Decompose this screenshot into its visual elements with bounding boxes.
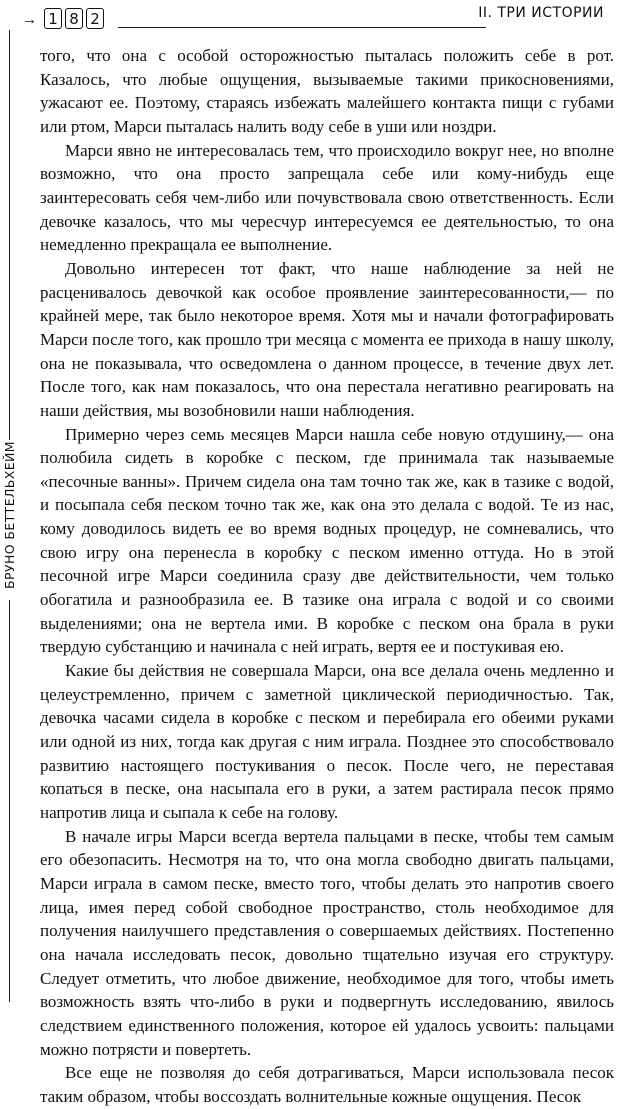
paragraph-5: Какие бы действия не совершала Марси, она все делала очень медленно и целеустремленно, причем с заметной циклической периодичностью. Так, девочка часами сидела в коробке с песком и перебирала его обеими руками или одной из них, тогда как другая с ним играла. Позднее это способствовало развитию настоящего постукивания о песок. После чего, не переставая копаться в песке, она насыпала его в руки, а затем растирала песок прямо напротив лица и сыпала к себе на голову. bbox=[40, 661, 614, 822]
page-header bbox=[0, 0, 620, 40]
page-number-digit: 8 bbox=[65, 8, 83, 29]
side-rule-top bbox=[9, 30, 10, 440]
paragraph-3: Довольно интересен тот факт, что наше наблюдение за ней не расценивалось девочкой как особое проявление заинтересованности,— по крайней мере, так было некоторое время. Хотя мы и начали фотографировать Марси после того, как прошло три месяца с момента ее прихода в нашу школу, она не показывала, что осведомлена о данном процессе, в течение двух лет. После того, как нам показалось, что она перестала негативно реагировать на наши действия, мы возобновили наши наблюдения. bbox=[40, 258, 614, 420]
header-rule bbox=[118, 27, 486, 28]
running-head: II. ТРИ ИСТОРИИ bbox=[478, 5, 604, 21]
paragraph-1: того, что она с особой осторожностью пыталась положить себе в рот. Казалось, что любые ощущения, вызываемые такими прикосновениями, ужасают ее. Поэтому, стараясь избежать малейшего контакта пищи с губами или ртом, Марси пыталась налить воду себе в уши или ноздри. bbox=[40, 46, 614, 136]
paragraph-4: Примерно через семь месяцев Марси нашла себе новую отдушину,— она полюбила сидеть в коробке с песком, где принимала так называемые «песочные ванны». Причем сидела она там точно так же, как в тазике с водой, и посыпала себя песком точно так же, как она это делала с водой. Те из нас, кому доводилось видеть ее во время водных процедур, не сомневались, что свою игру она перенесла в коробку с песком именно оттуда. Но в этой песочной игре Марси соединила сразу две действительности, чем только обогатила и разнообразила ее. В тазике она играла с водой и со своими выделениями; она не вертела ими. В коробке с песком она брала в руки твердую субстанцию и начинала с ней играть, вертя ее и постукивая ею. bbox=[40, 424, 614, 657]
paragraph-2: Марси явно не интересовалась тем, что происходило вокруг нее, но вполне возможно, что она просто запрещала себе или кому-нибудь еще заинтересовать себя чем-либо или почувствовала свою ответственность. Если девочке казалось, что мы чересчур интересуемся ее деятельностью, то она немедленно прекращала ее выполнение. bbox=[40, 140, 614, 255]
paragraph-6: В начале игры Марси всегда вертела пальцами в песке, чтобы тем самым его обезопасить. Несмотря на то, что она могла свободно двигать пальцами, Марси играла в самом песке, вместо того, чтобы делать это напротив своего лица, имея перед собой свободное пространство, столь необходимое для получения наилучшего представления о совершаемых действиях. Постепенно она начала исследовать песок, довольно тщательно изучая его структуру. Следует отметить, что любое движение, необходимое для того, чтобы иметь возможность взять что-либо в руки и подвергнуть исследованию, явилось следствием единственного положения, которое ей удалось усвоить: пальцами можно потрясти и повертеть. bbox=[40, 826, 614, 1059]
side-rule-bottom bbox=[9, 600, 10, 1002]
page-number bbox=[44, 8, 104, 29]
body-text bbox=[40, 44, 614, 1109]
page-number-digit: 2 bbox=[86, 8, 104, 29]
page-number-digit: 1 bbox=[44, 8, 62, 29]
side-author-caption: БРУНО БЕТТЕЛЬХЕЙМ bbox=[2, 441, 17, 589]
arrow-right-icon: → bbox=[22, 12, 37, 28]
paragraph-7: Все еще не позволяя до себя дотрагиваться, Марси использовала песок таким образом, чтобы воссоздать волнительные кожные ощущения. Песок bbox=[40, 1063, 614, 1106]
